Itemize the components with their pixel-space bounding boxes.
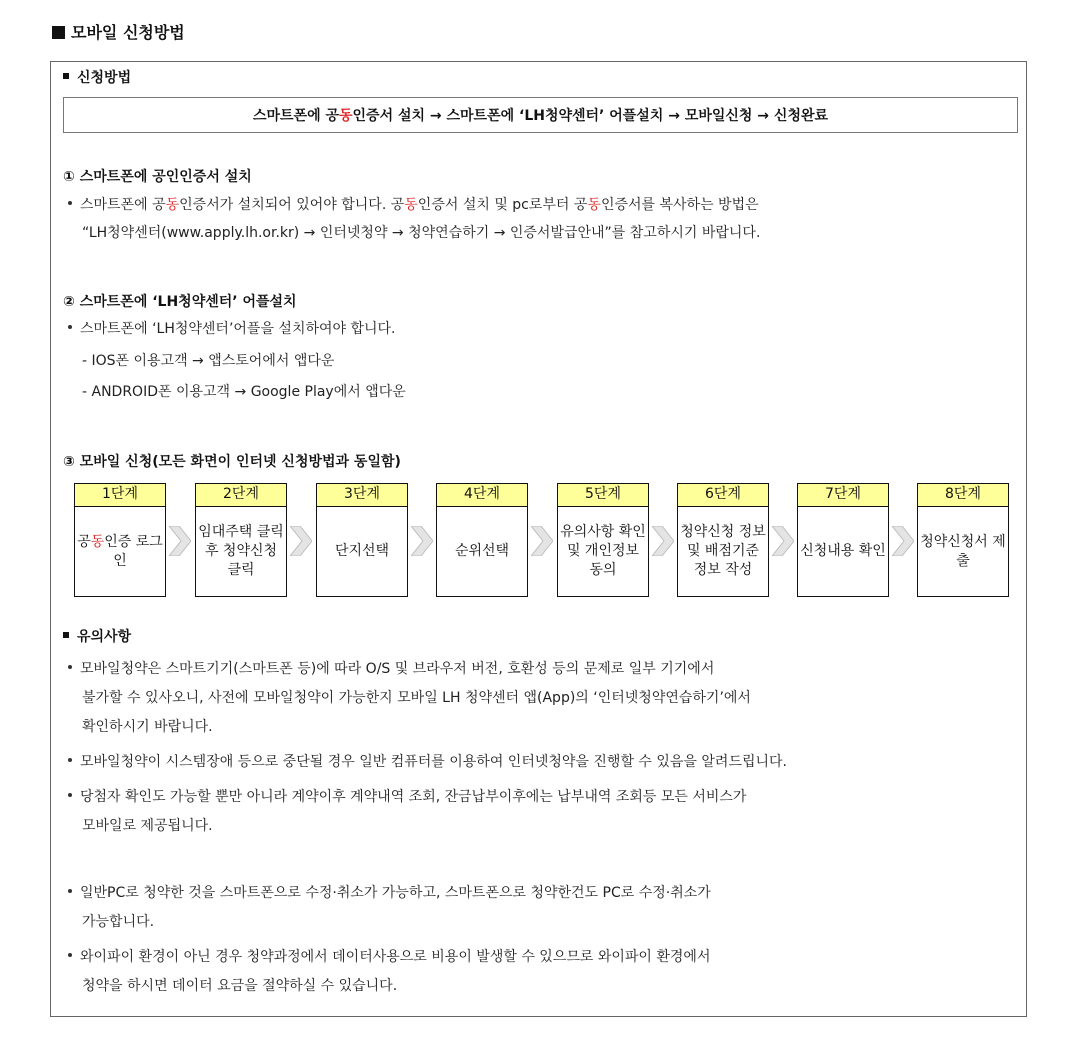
chevron-right-arrow-icon xyxy=(652,526,674,556)
stage-label: 4단계 xyxy=(436,483,528,507)
stage-label: 7단계 xyxy=(797,483,889,507)
stage-6 xyxy=(677,483,769,597)
chevron-right-arrow-icon xyxy=(169,526,191,556)
stage-body: 공동인증 로그인 xyxy=(74,507,166,597)
stage-body: 순위선택 xyxy=(436,507,528,597)
stage-7 xyxy=(797,483,889,597)
stage-body: 신청내용 확인 xyxy=(797,507,889,597)
stage-4 xyxy=(436,483,528,597)
note5-line1: 와이파이 환경이 아닌 경우 청약과정에서 데이터사용으로 비용이 발생할 수 있으므로 와이파이 환경에서 xyxy=(68,946,710,966)
step2-ios: - IOS폰 이용고객 → 앱스토어에서 앱다운 xyxy=(82,353,335,369)
stage-label: 2단계 xyxy=(195,483,287,507)
stage-label: 1단계 xyxy=(74,483,166,507)
step2-heading: ② 스마트폰에 ‘LH청약센터’ 어플설치 xyxy=(63,294,297,310)
notes-heading: 유의사항 xyxy=(63,626,131,646)
flow-summary-box: 스마트폰에 공 동 인증서 설치 → 스마트폰에 ‘LH청약센터’ 어플설치 → 모바일신청 → 신청완료 xyxy=(63,97,1018,133)
note2-line1: 모바일청약이 시스템장애 등으로 중단될 경우 일반 컴퓨터를 이용하여 인터넷청약을 진행할 수 있음을 알려드립니다. xyxy=(68,751,787,771)
note3-line1: 당첨자 확인도 가능할 뿐만 아니라 계약이후 계약내역 조회, 잔금납부이후에는 납부내역 조회등 모든 서비스가 xyxy=(68,786,746,806)
stage-2 xyxy=(195,483,287,597)
stage-label: 6단계 xyxy=(677,483,769,507)
step2-line1: 스마트폰에 ‘LH청약센터’어플을 설치하여야 합니다. xyxy=(68,318,396,338)
stage-8 xyxy=(917,483,1009,597)
note3-line2: 모바일로 제공됩니다. xyxy=(82,818,213,834)
stage-3 xyxy=(316,483,408,597)
dot-bullet-icon xyxy=(68,758,72,762)
chevron-right-arrow-icon xyxy=(411,526,433,556)
dot-bullet-icon xyxy=(68,325,72,329)
square-bullet-icon xyxy=(63,73,69,79)
note4-line2: 가능합니다. xyxy=(82,914,155,930)
stage-body: 유의사항 확인 및 개인정보 동의 xyxy=(557,507,649,597)
stage-body: 단지선택 xyxy=(316,507,408,597)
note1-line3: 확인하시기 바랍니다. xyxy=(82,719,213,735)
chevron-right-arrow-icon xyxy=(772,526,794,556)
step1-line2: “LH청약센터(www.apply.lh.or.kr) → 인터넷청약 → 청약연습하기 → 인증서발급안내”를 참고하시기 바랍니다. xyxy=(82,225,761,241)
dot-bullet-icon xyxy=(68,953,72,957)
step1-line1: 스마트폰에 공동인증서가 설치되어 있어야 합니다. 공동인증서 설치 및 pc로부터 공동인증서를 복사하는 방법은 xyxy=(68,194,759,214)
note5-line2: 청약을 하시면 데이터 요금을 절약하실 수 있습니다. xyxy=(82,978,398,994)
stage-body: 청약신청 정보 및 배점기준 정보 작성 xyxy=(677,507,769,597)
stage-label: 8단계 xyxy=(917,483,1009,507)
step2-android: - ANDROID폰 이용고객 → Google Play에서 앱다운 xyxy=(82,384,406,400)
square-bullet-icon xyxy=(52,26,65,39)
stage-body: 임대주택 클릭 후 청약신청 클릭 xyxy=(195,507,287,597)
dot-bullet-icon xyxy=(68,889,72,893)
how-to-heading: 신청방법 xyxy=(63,67,131,87)
dot-bullet-icon xyxy=(68,201,72,205)
stage-1 xyxy=(74,483,166,597)
step1-heading: ① 스마트폰에 공인인증서 설치 xyxy=(63,169,252,185)
stage-label: 3단계 xyxy=(316,483,408,507)
square-bullet-icon xyxy=(63,632,69,638)
chevron-right-arrow-icon xyxy=(531,526,553,556)
stage-label: 5단계 xyxy=(557,483,649,507)
note4-line1: 일반PC로 청약한 것을 스마트폰으로 수정·취소가 가능하고, 스마트폰으로 청약한건도 PC로 수정·취소가 xyxy=(68,882,711,902)
page-title: 모바일 신청방법 xyxy=(52,20,185,43)
note1-line2: 불가할 수 있사오니, 사전에 모바일청약이 가능한지 모바일 LH 청약센터 앱(App)의 ‘인터넷청약연습하기’에서 xyxy=(82,690,751,706)
stage-5 xyxy=(557,483,649,597)
dot-bullet-icon xyxy=(68,793,72,797)
step3-heading: ③ 모바일 신청(모든 화면이 인터넷 신청방법과 동일함) xyxy=(63,454,401,470)
note1-line1: 모바일청약은 스마트기기(스마트폰 등)에 따라 O/S 및 브라우저 버전, 호환성 등의 문제로 일부 기기에서 xyxy=(68,658,714,678)
chevron-right-arrow-icon xyxy=(290,526,312,556)
chevron-right-arrow-icon xyxy=(892,526,914,556)
dot-bullet-icon xyxy=(68,665,72,669)
stage-body: 청약신청서 제출 xyxy=(917,507,1009,597)
